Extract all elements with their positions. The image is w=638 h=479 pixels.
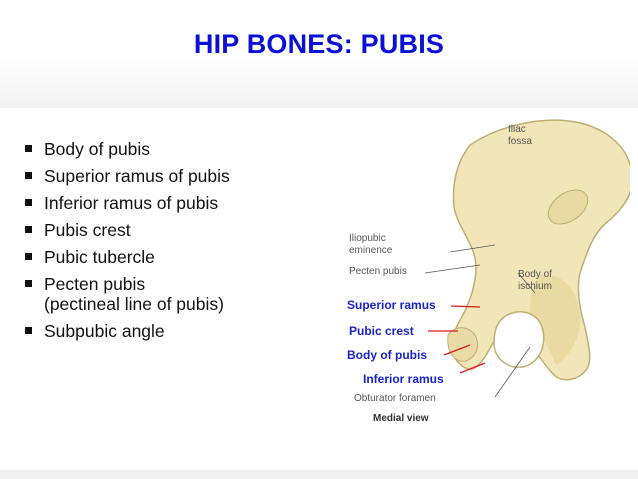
bullet-text: Body of pubis (44, 139, 151, 159)
bullet-text: Inferior ramus of pubis (44, 193, 219, 213)
label-inferior-ramus: Inferior ramus (363, 372, 444, 386)
bullet-item (22, 193, 230, 213)
hip-bone-figure (330, 95, 630, 435)
bullet-square-icon (25, 226, 32, 233)
bullet-item (22, 247, 230, 267)
label-medial-view: Medial view (373, 413, 429, 424)
footer-strip (0, 470, 638, 479)
bullet-square-icon (25, 327, 32, 334)
obturator-foramen (494, 312, 544, 367)
bullet-square-icon (25, 145, 32, 152)
bullet-square-icon (25, 199, 32, 206)
pubis-body (448, 328, 478, 362)
label-pecten-pubis: Pecten pubis (349, 266, 407, 277)
label-body-of-pubis: Body of pubis (347, 348, 427, 362)
label-pubic-crest: Pubic crest (349, 324, 414, 338)
bullet-text: Pubic tubercle (44, 247, 155, 267)
label-iliopubic-1: Iliopubic (349, 233, 386, 244)
bullet-square-icon (25, 253, 32, 260)
bullet-item (22, 321, 230, 341)
bullet-item (22, 166, 230, 186)
label-iliac-fossa-2: fossa (508, 136, 532, 147)
bullet-item (22, 220, 230, 240)
slide-title: HIP BONES: PUBIS (193, 29, 445, 59)
label-body-ischium-2: ischium (518, 281, 552, 292)
bullet-item (22, 274, 230, 314)
bullet-list (22, 139, 230, 348)
bullet-square-icon (25, 280, 32, 287)
hip-bone-illustration (448, 120, 630, 379)
bullet-text-continued: (pectineal line of pubis) (44, 294, 224, 314)
bullet-text: Pecten pubis (44, 274, 146, 294)
bullet-text: Subpubic angle (44, 321, 165, 341)
label-obturator-foramen: Obturator foramen (354, 393, 436, 404)
label-iliopubic-2: eminence (349, 245, 393, 256)
label-superior-ramus: Superior ramus (347, 298, 436, 312)
label-iliac-fossa-1: Iliac (508, 124, 526, 135)
bullet-square-icon (25, 172, 32, 179)
bullet-text: Pubis crest (44, 220, 131, 240)
bullet-text: Superior ramus of pubis (44, 166, 230, 186)
label-body-ischium-1: Body of (518, 269, 552, 280)
bullet-item (22, 139, 230, 159)
